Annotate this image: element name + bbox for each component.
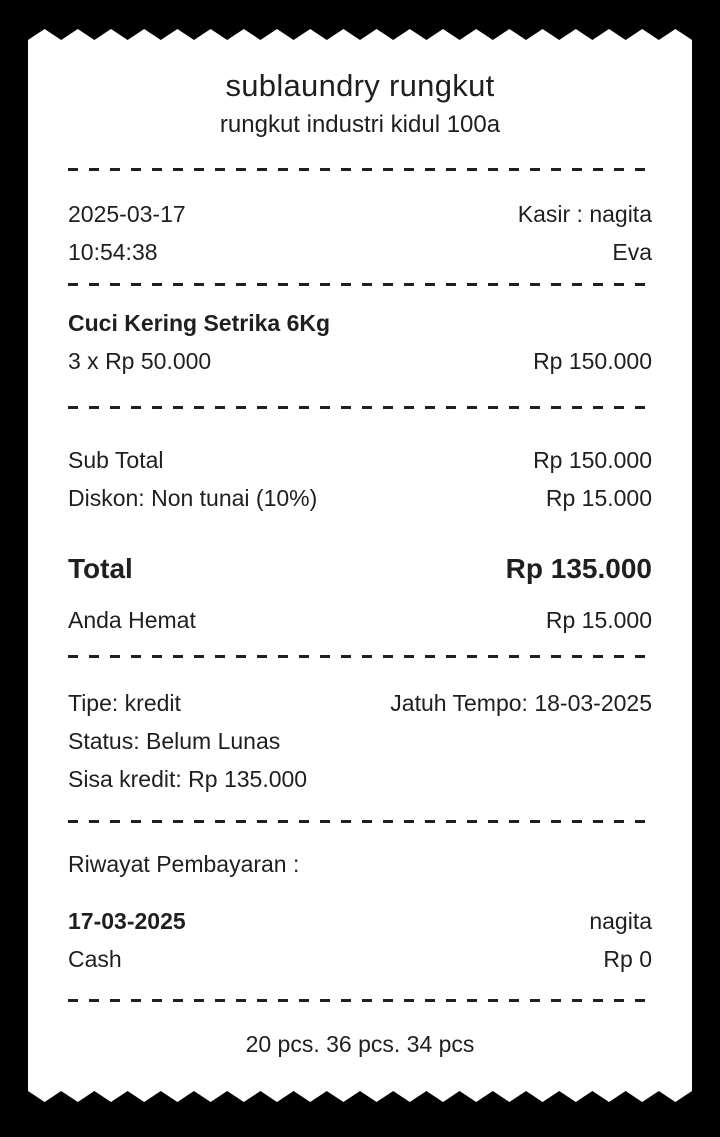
cashier-label: Kasir : nagita [517, 201, 652, 227]
pieces-summary: 20 pcs. 36 pcs. 34 pcs [245, 1031, 475, 1057]
payment-date: 17-03-2025 [68, 908, 186, 934]
savings-amount: Rp 15.000 [545, 607, 652, 633]
dashed-divider [68, 820, 652, 823]
item-amount: Rp 150.000 [533, 348, 652, 374]
store-address: rungkut industri kidul 100a [219, 111, 501, 138]
savings-label: Anda Hemat [68, 607, 196, 633]
item-qty-row [68, 342, 652, 380]
payment-by: nagita [589, 908, 652, 934]
transaction-date: 2025-03-17 [68, 201, 186, 227]
payment-amount: Rp 0 [603, 946, 652, 972]
total-amount: Rp 135.000 [505, 553, 652, 584]
customer-name: Eva [612, 239, 652, 265]
item-name: Cuci Kering Setrika 6Kg [68, 310, 331, 336]
transaction-time: 10:54:38 [68, 239, 158, 265]
discount-row [68, 479, 652, 517]
transaction-row-1 [68, 195, 652, 233]
dashed-divider [68, 999, 652, 1002]
credit-type-row [68, 684, 652, 722]
dashed-divider [68, 655, 652, 658]
dashed-divider [68, 168, 652, 171]
savings-row [68, 601, 652, 639]
transaction-row-2 [68, 233, 652, 271]
payment-method: Cash [68, 946, 122, 972]
credit-status: Status: Belum Lunas [68, 728, 281, 754]
total-label: Total [68, 553, 133, 584]
dashed-divider [68, 283, 652, 286]
subtotal-row [68, 441, 652, 479]
store-name: sublaundry rungkut [225, 68, 495, 103]
payment-history-row-1 [68, 902, 652, 940]
credit-type: Tipe: kredit [68, 690, 181, 716]
subtotal-label: Sub Total [68, 447, 164, 473]
receipt [28, 29, 692, 1102]
payment-history-row-2 [68, 940, 652, 978]
receipt-paper [28, 40, 692, 1091]
discount-label: Diskon: Non tunai (10%) [68, 485, 318, 511]
subtotal-amount: Rp 150.000 [533, 447, 652, 473]
receipt-torn-edge-top [28, 29, 692, 40]
credit-due-date: Jatuh Tempo: 18-03-2025 [390, 690, 652, 716]
payment-history-heading: Riwayat Pembayaran : [68, 851, 300, 877]
dashed-divider [68, 406, 652, 409]
credit-remaining: Sisa kredit: Rp 135.000 [68, 766, 308, 792]
item-qty-price: 3 x Rp 50.000 [68, 348, 212, 374]
discount-amount: Rp 15.000 [545, 485, 652, 511]
receipt-torn-edge-bottom [28, 1091, 692, 1102]
total-row [68, 547, 652, 591]
